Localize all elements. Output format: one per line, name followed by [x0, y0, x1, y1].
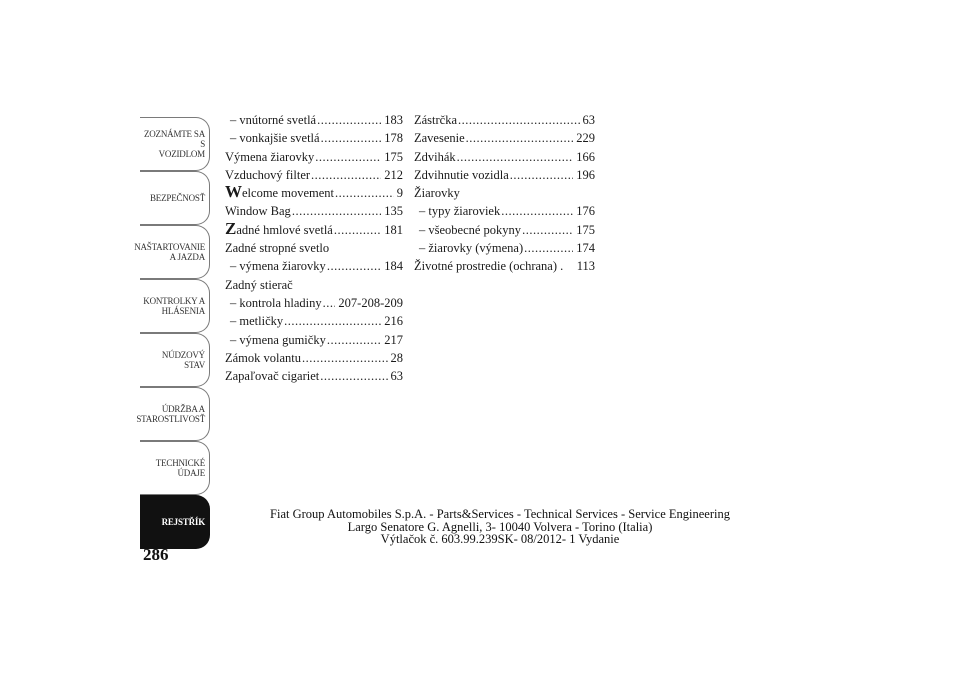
footer-line-1: Fiat Group Automobiles S.p.A. - Parts&Services - Technical Services - Service Engineering	[270, 507, 730, 521]
dot-leader	[524, 239, 573, 257]
index-entry[interactable]	[225, 257, 403, 275]
index-entry[interactable]	[225, 202, 403, 220]
index-entry-label: Zámok volantu	[225, 350, 302, 365]
dot-leader	[327, 331, 381, 349]
index-entry[interactable]	[414, 239, 595, 257]
index-entry-page: 135	[384, 204, 403, 219]
index-entry-page: 183	[384, 113, 403, 127]
index-entry[interactable]	[225, 184, 403, 202]
index-entry-label: Zdvihák	[414, 149, 456, 164]
index-entry-label: – kontrola hladiny	[230, 295, 322, 310]
index-entry-label: Zástrčka	[414, 113, 458, 127]
index-entry-page: 175	[576, 222, 595, 237]
tab-nudzovy-stav[interactable]: NÚDZOVÝ STAV	[140, 333, 210, 387]
index-entry-label-text: adné hmlové svetlá	[236, 222, 333, 237]
index-entry[interactable]	[225, 349, 403, 367]
index-entry[interactable]	[414, 111, 595, 129]
index-heading: Žiarovky	[414, 186, 460, 201]
index-entry-label: – vnútorné svetlá	[230, 113, 317, 127]
footer-line-3: Výtlačok č. 603.99.239SK- 08/2012- 1 Vydanie	[380, 532, 620, 546]
tab-udrzba-a-starostlivost[interactable]: ÚDRŽBA A STAROSTLIVOSŤ	[140, 387, 210, 441]
index-letter-initial: W	[225, 184, 242, 202]
index-entry-label: Výmena žiarovky	[225, 149, 315, 164]
tab-bezpecnost[interactable]: BEZPEČNOSŤ	[140, 171, 210, 225]
index-entry-label: Window Bag	[225, 204, 291, 219]
index-entry-label: – žiarovky (výmena)	[419, 241, 524, 256]
dot-leader	[457, 148, 574, 166]
index-entry[interactable]	[414, 166, 595, 184]
index-entry-page: 178	[384, 131, 403, 146]
index-entry-page: 175	[384, 149, 403, 164]
index-entry[interactable]	[414, 202, 595, 220]
tab-rejstrik[interactable]: REJSTŘÍK	[140, 495, 210, 549]
dot-leader	[315, 148, 381, 166]
index-entry[interactable]	[225, 166, 403, 184]
tab-technicke-udaje[interactable]: TECHNICKÉ ÚDAJE	[140, 441, 210, 495]
dot-leader	[458, 111, 579, 129]
dot-leader	[284, 312, 381, 330]
index-entry-page: 113	[576, 259, 595, 274]
page-number: 286	[143, 545, 169, 564]
dot-leader	[311, 166, 381, 184]
index-entry[interactable]	[414, 221, 595, 239]
index-entry[interactable]	[225, 221, 403, 239]
index-entry-page: 174	[576, 241, 595, 256]
index-entry-label: – typy žiaroviek	[419, 204, 501, 219]
index-entry-page: 196	[576, 167, 595, 182]
tab-kontrolky-a-hlasenia[interactable]: KONTROLKY A HLÁSENIA	[140, 279, 210, 333]
index-entry-page: 212	[384, 167, 403, 182]
index-entry-page: 63	[390, 369, 403, 384]
index-column-1	[225, 111, 403, 385]
index-entry-label: – vonkajšie svetlá	[230, 131, 320, 146]
index-entry-page: 217	[384, 332, 403, 347]
index-entry[interactable]	[414, 257, 595, 275]
index-entry-label: – všeobecné pokyny	[419, 222, 522, 237]
index-entry-label: – metličky	[230, 314, 284, 329]
index-entry[interactable]	[225, 148, 403, 166]
index-entry-page: 166	[576, 149, 595, 164]
index-entry[interactable]	[414, 148, 595, 166]
index-entry-label: Zavesenie	[414, 131, 465, 146]
dot-leader	[292, 202, 381, 220]
dot-leader	[335, 184, 394, 202]
index-entry-label	[225, 221, 333, 239]
tab-zoznamte-sa-s-vozidlom[interactable]: ZOZNÁMTE SA S VOZIDLOM	[140, 117, 210, 171]
index-entry[interactable]	[225, 129, 403, 147]
index-entry-label	[225, 184, 334, 202]
index-entry-page: 216	[384, 314, 403, 329]
index-entry[interactable]	[225, 294, 403, 312]
publisher-footer	[240, 508, 760, 546]
dot-leader	[522, 221, 573, 239]
index-entry[interactable]	[225, 312, 403, 330]
index-entry[interactable]	[225, 331, 403, 349]
dot-leader	[466, 129, 574, 147]
index-column-2	[414, 111, 595, 276]
index-entry-label: – výmena gumičky	[230, 332, 326, 347]
index-entry-page: 28	[390, 350, 403, 365]
dot-leader	[323, 294, 336, 312]
dot-leader	[302, 349, 387, 367]
index-entry-page: 207-208-209	[338, 295, 403, 310]
index-entry[interactable]	[225, 111, 403, 129]
index-entry-label: Zdvihnutie vozidla	[414, 167, 509, 182]
index-entry-page: 176	[576, 204, 595, 219]
index-entry-page: 181	[384, 222, 403, 237]
index-entry-label-text: elcome movement	[242, 186, 334, 201]
index-heading: Zadné stropné svetlo	[225, 241, 330, 256]
index-entry-label: – výmena žiarovky	[230, 259, 326, 274]
index-entry[interactable]	[225, 367, 403, 385]
index-entry-page: 229	[576, 131, 595, 146]
dot-leader	[320, 367, 387, 385]
dot-leader	[501, 202, 573, 220]
index-entry-page: 9	[396, 186, 403, 201]
dot-leader	[327, 257, 381, 275]
index-letter-initial: Z	[225, 220, 237, 238]
tab-nastartovanie-a-jazda[interactable]: NAŠTARTOVANIE A JAZDA	[140, 225, 210, 279]
index-heading: Zadný stierač	[225, 277, 293, 292]
footer-line-2: Largo Senatore G. Agnelli, 3- 10040 Volvera - Torino (Italia)	[347, 519, 653, 534]
dot-leader	[317, 111, 381, 129]
index-entry-label: Životné prostredie (ochrana) .	[414, 259, 564, 274]
index-entry-page: 184	[384, 259, 403, 274]
index-entry-label: Zapaľovač cigariet	[225, 369, 320, 384]
dot-leader	[510, 166, 573, 184]
dot-leader	[334, 221, 381, 239]
index-entry-page: 63	[582, 113, 595, 127]
index-entry-label: Vzduchový filter	[225, 167, 311, 182]
dot-leader	[321, 129, 382, 147]
index-entry[interactable]	[414, 129, 595, 147]
